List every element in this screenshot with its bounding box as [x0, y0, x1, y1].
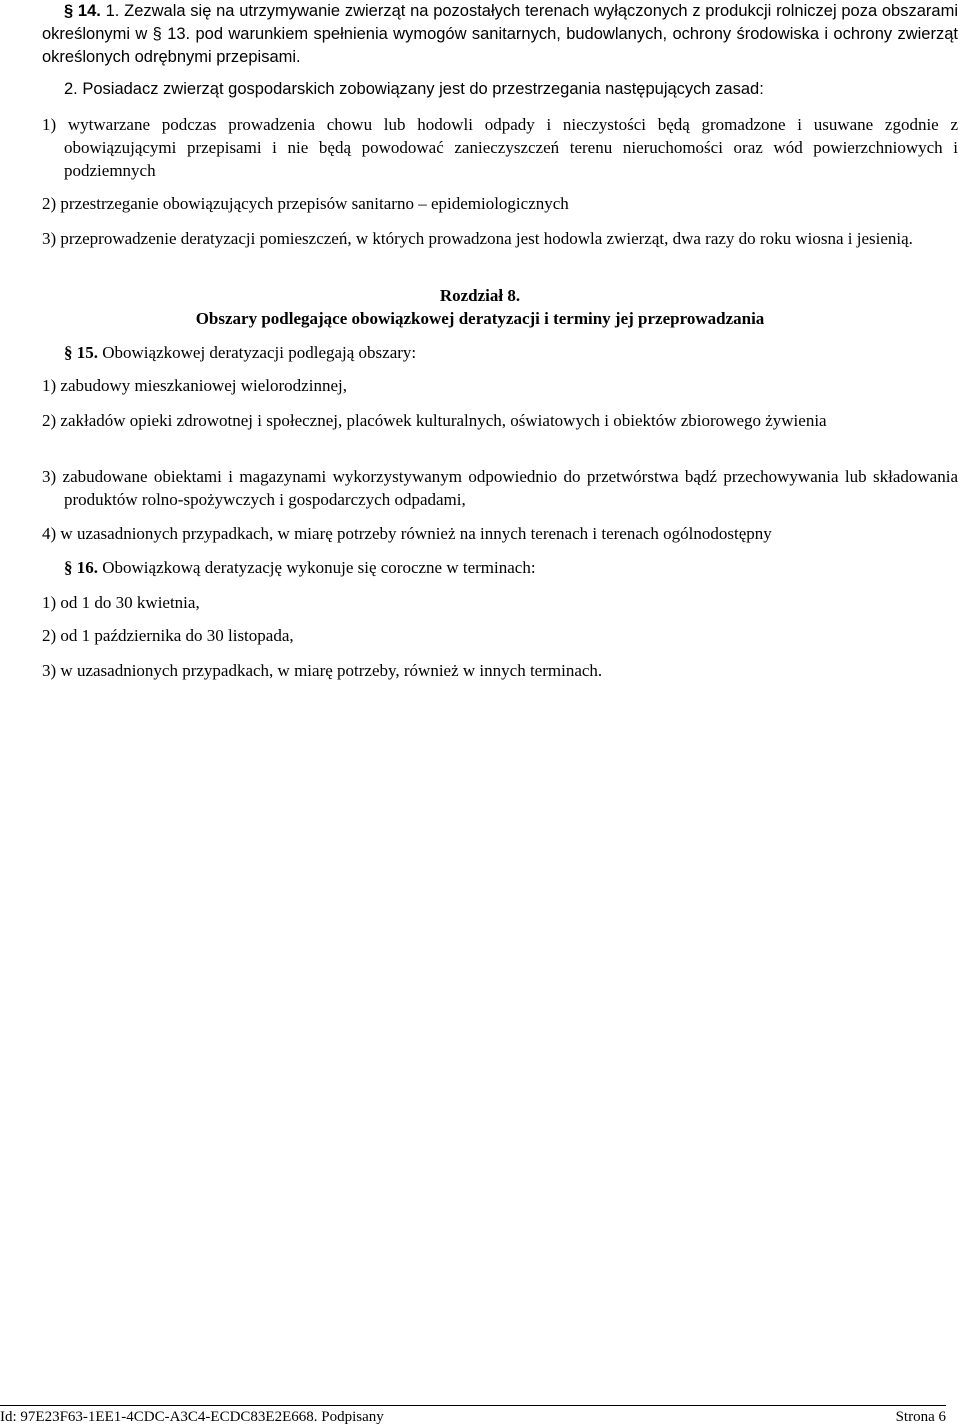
paragraph-14-2: 2. Posiadacz zwierząt gospodarskich zobowiązany jest do przestrzegania następujących zasad:: [64, 80, 764, 98]
footer-divider: [0, 1405, 946, 1406]
list-item: 1) od 1 do 30 kwietnia,: [42, 593, 200, 612]
list-item: 3) w uzasadnionych przypadkach, w miarę potrzeby, również w innych terminach.: [42, 661, 603, 680]
list-item: 1) zabudowy mieszkaniowej wielorodzinnej,: [42, 376, 347, 395]
paragraph-16: [42, 556, 958, 579]
list-item: 3) przeprowadzenie deratyzacji pomieszczeń, w których prowadzona jest hodowla zwierząt, dwa razy do roku wiosna i jesienią.: [42, 229, 913, 248]
list-item: 2) przestrzeganie obowiązujących przepisów sanitarno – epidemiologicznych: [42, 194, 569, 213]
paragraph-text: Obowiązkowej deratyzacji podlegają obszary:: [98, 343, 417, 362]
list-item: 3) zabudowane obiektami i magazynami wykorzystywanym odpowiednio do przetwórstwa bądź przechowywania lub składowania produktów rolno-spożywczych i gospodarczych odpadami,: [42, 467, 958, 509]
paragraph-14-1: [42, 0, 958, 69]
paragraph-text: Obowiązkową deratyzację wykonuje się coroczne w terminach:: [98, 558, 536, 577]
list-item: 4) w uzasadnionych przypadkach, w miarę potrzeby również na innych terenach i terenach ogólnodostępny: [42, 524, 772, 543]
paragraph-15: [42, 341, 958, 364]
section-label: § 16.: [64, 558, 98, 577]
list-item: 2) od 1 października do 30 listopada,: [42, 626, 294, 645]
list-item: 1) wytwarzane podczas prowadzenia chowu lub hodowli odpady i nieczystości będą gromadzone i usuwane zgodnie z obowiązującymi przepisami i nie będą powodować zanieczyszczeń terenu nieruchomości oraz wód powierzchniowych i podziemnych: [42, 115, 958, 180]
section-label: § 15.: [64, 343, 98, 362]
section-label: § 14.: [64, 2, 101, 20]
document-id: Id: 97E23F63-1EE1-4CDC-A3C4-ECDC83E2E668. Podpisany: [0, 1409, 384, 1425]
list-item: 2) zakładów opieki zdrowotnej i społecznej, placówek kulturalnych, oświatowych i obiektów zbiorowego żywienia: [42, 411, 827, 430]
paragraph-text: 1. Zezwala się na utrzymywanie zwierząt na pozostałych terenach wyłączonych z produkcji rolniczej poza obszarami określonymi w § 13. pod warunkiem spełnienia wymogów sanitarnych, budowlanych, ochrony środowiska i ochrony zwierząt określonych odrębnymi przepisami.: [42, 2, 958, 66]
page-number: Strona 6: [895, 1409, 946, 1425]
chapter-number: Rozdział 8.: [439, 286, 521, 305]
chapter-title: Obszary podlegające obowiązkowej deratyzacji i terminy jej przeprowadzania: [195, 309, 765, 328]
